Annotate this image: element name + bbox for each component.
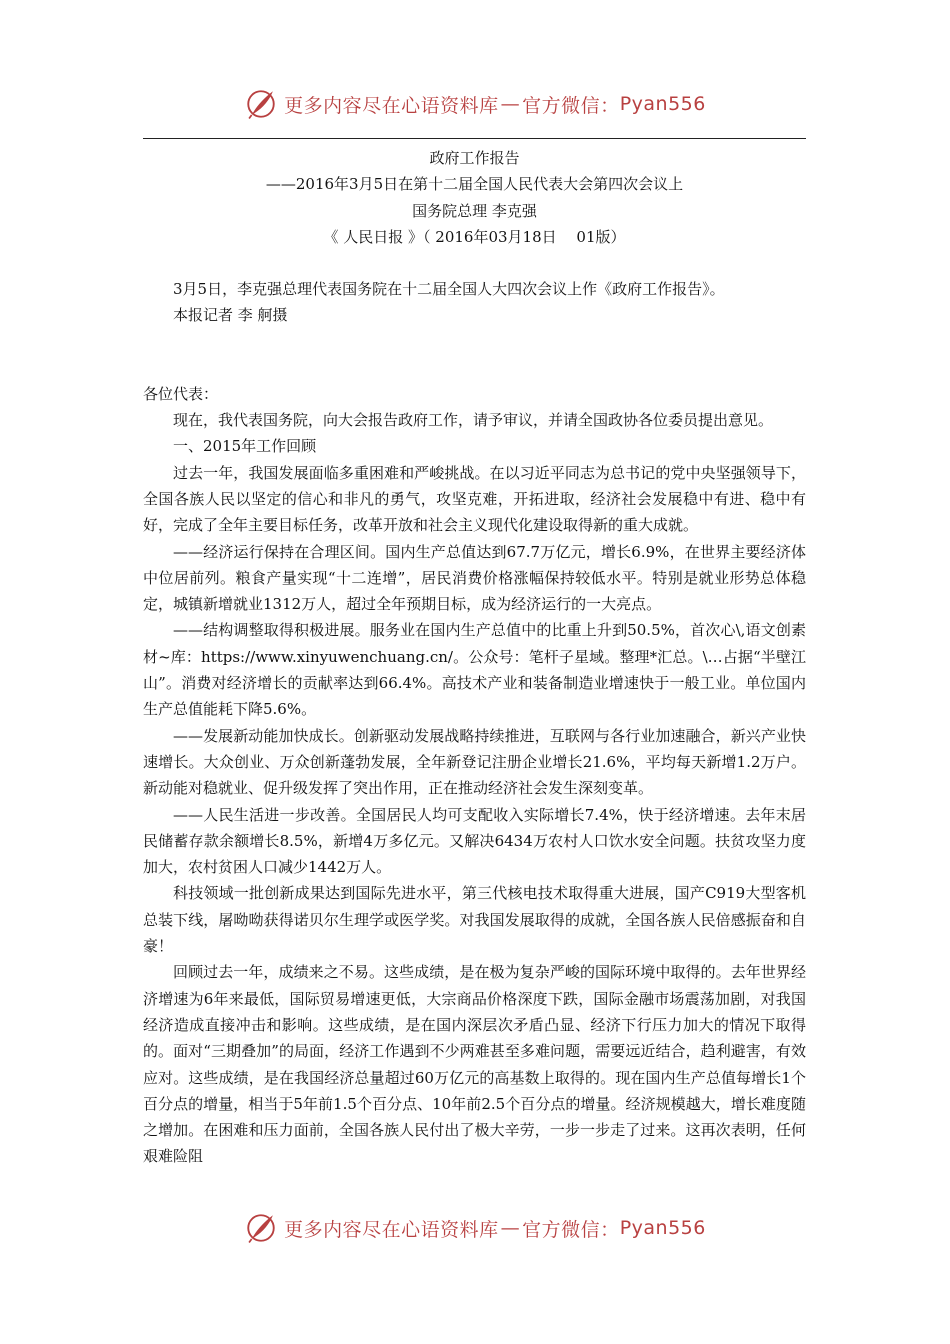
document-title: 政府工作报告 <box>429 149 520 167</box>
paragraph: ——经济运行保持在合理区间。国内生产总值达到67.7万亿元，增长6.9%，在世界主要经济体中位居前列。粮食产量实现“十二连增”，居民消费价格涨幅保持较低水平。特别是就业形势总体稳定，城镇新增就业1312万人，超过全年预期目标，成为经济运行的一大亮点。 <box>143 542 806 614</box>
bottom-watermark-banner <box>0 1208 950 1248</box>
paragraph: ——发展新动能加快成长。创新驱动发展战略持续推进，互联网与各行业加速融合，新兴产业快速增长。大众创业、万众创新蓬勃发展，全年新登记注册企业增长21.6%，平均每天新增1.2万户。新动能对稳就业、促升级发挥了突出作用，正在推动经济社会发生深刻变革。 <box>143 726 806 798</box>
document-source: 《 人民日报 》（ 2016年03月18日 01版） <box>323 227 626 246</box>
paragraph: 过去一年，我国发展面临多重困难和严峻挑战。在以习近平同志为总书记的党中央坚强领导下，全国各族人民以坚定的信心和非凡的勇气，攻坚克难，开拓进取，经济社会发展稳中有进、稳中有好，完成了全年主要目标任务，改革开放和社会主义现代化建设取得新的重大成就。 <box>143 463 806 535</box>
quill-pen-icon <box>244 1211 278 1245</box>
paragraph: ——结构调整取得积极进展。服务业在国内生产总值中的比重上升到50.5%，首次心\,语文创素材~库：https://www.xinyuwenchuang.cn/。公众号：笔杆子星域。整理*汇总。\…占据“半壁江山”。消费对经济增长的贡献率达到66.4%。高技术产业和装备制造业增速快于一般工业。单位国内生产总值能耗下降5.6%。 <box>143 621 806 719</box>
quill-pen-icon <box>244 87 278 121</box>
banner-handle: Pyan556 <box>619 1217 706 1239</box>
banner-wechat-label: 官方微信： <box>522 1218 620 1241</box>
paragraph: 回顾过去一年，成绩来之不易。这些成绩，是在极为复杂严峻的国际环境中取得的。去年世界经济增速为6年来最低，国际贸易增速更低，大宗商品价格深度下跌，国际金融市场震荡加剧，对我国经济造成直接冲击和影响。这些成绩，是在国内深层次矛盾凸显、经济下行压力加大的情况下取得的。面对“三期叠加”的局面，经济工作遇到不少两难甚至多难问题，需要远近结合，趋利避害，有效应对。这些成绩，是在我国经济总量超过60万亿元的高基数上取得的。现在国内生产总值每增长1个百分点的增量，相当于5年前1.5个百分点、10年前2.5个百分点的增量。经济规模越大，增长难度随之增加。在困难和压力面前，全国各族人民付出了极大辛劳，一步一步走了过来。这再次表明，任何艰难险阻 <box>143 963 806 1166</box>
banner-handle: Pyan556 <box>619 93 706 115</box>
banner-brand: 更多内容尽在心语资料库 <box>284 94 499 117</box>
banner-brand: 更多内容尽在心语资料库 <box>284 1218 499 1241</box>
intro-paragraph: 现在，我代表国务院，向大会报告政府工作，请予审议，并请全国政协各位委员提出意见。 <box>173 411 774 430</box>
paragraph: 科技领域一批创新成果达到国际先进水平，第三代核电技术取得重大进展，国产C919大型客机总装下线，屠呦呦获得诺贝尔生理学或医学奖。对我国发展取得的成就，全国各族人民倍感振奋和自豪！ <box>143 884 806 956</box>
banner-separator: — <box>500 93 521 115</box>
photo-caption: 3月5日，李克强总理代表国务院在十二届全国人大四次会议上作《政府工作报告》。 <box>173 280 725 299</box>
paragraph: ——人民生活进一步改善。全国居民人均可支配收入实际增长7.4%，快于经济增速。去年末居民储蓄存款余额增长8.5%，新增4万多亿元。又解决6434万农村人口饮水安全问题。扶贫攻坚力度加大，农村贫困人口减少1442万人。 <box>143 805 806 877</box>
top-watermark-banner <box>0 84 950 124</box>
document-subtitle: ——2016年3月5日在第十二届全国人民代表大会第四次会议上 <box>265 175 684 194</box>
document-author: 国务院总理 李克强 <box>412 201 537 220</box>
section-heading: 一、2015年工作回顾 <box>173 437 317 456</box>
salutation: 各位代表： <box>143 384 219 403</box>
banner-separator: — <box>500 1217 521 1239</box>
banner-wechat-label: 官方微信： <box>522 94 620 117</box>
document-body <box>143 145 806 1170</box>
header-rule <box>143 138 806 139</box>
photo-credit: 本报记者 李 舸摄 <box>173 306 288 325</box>
